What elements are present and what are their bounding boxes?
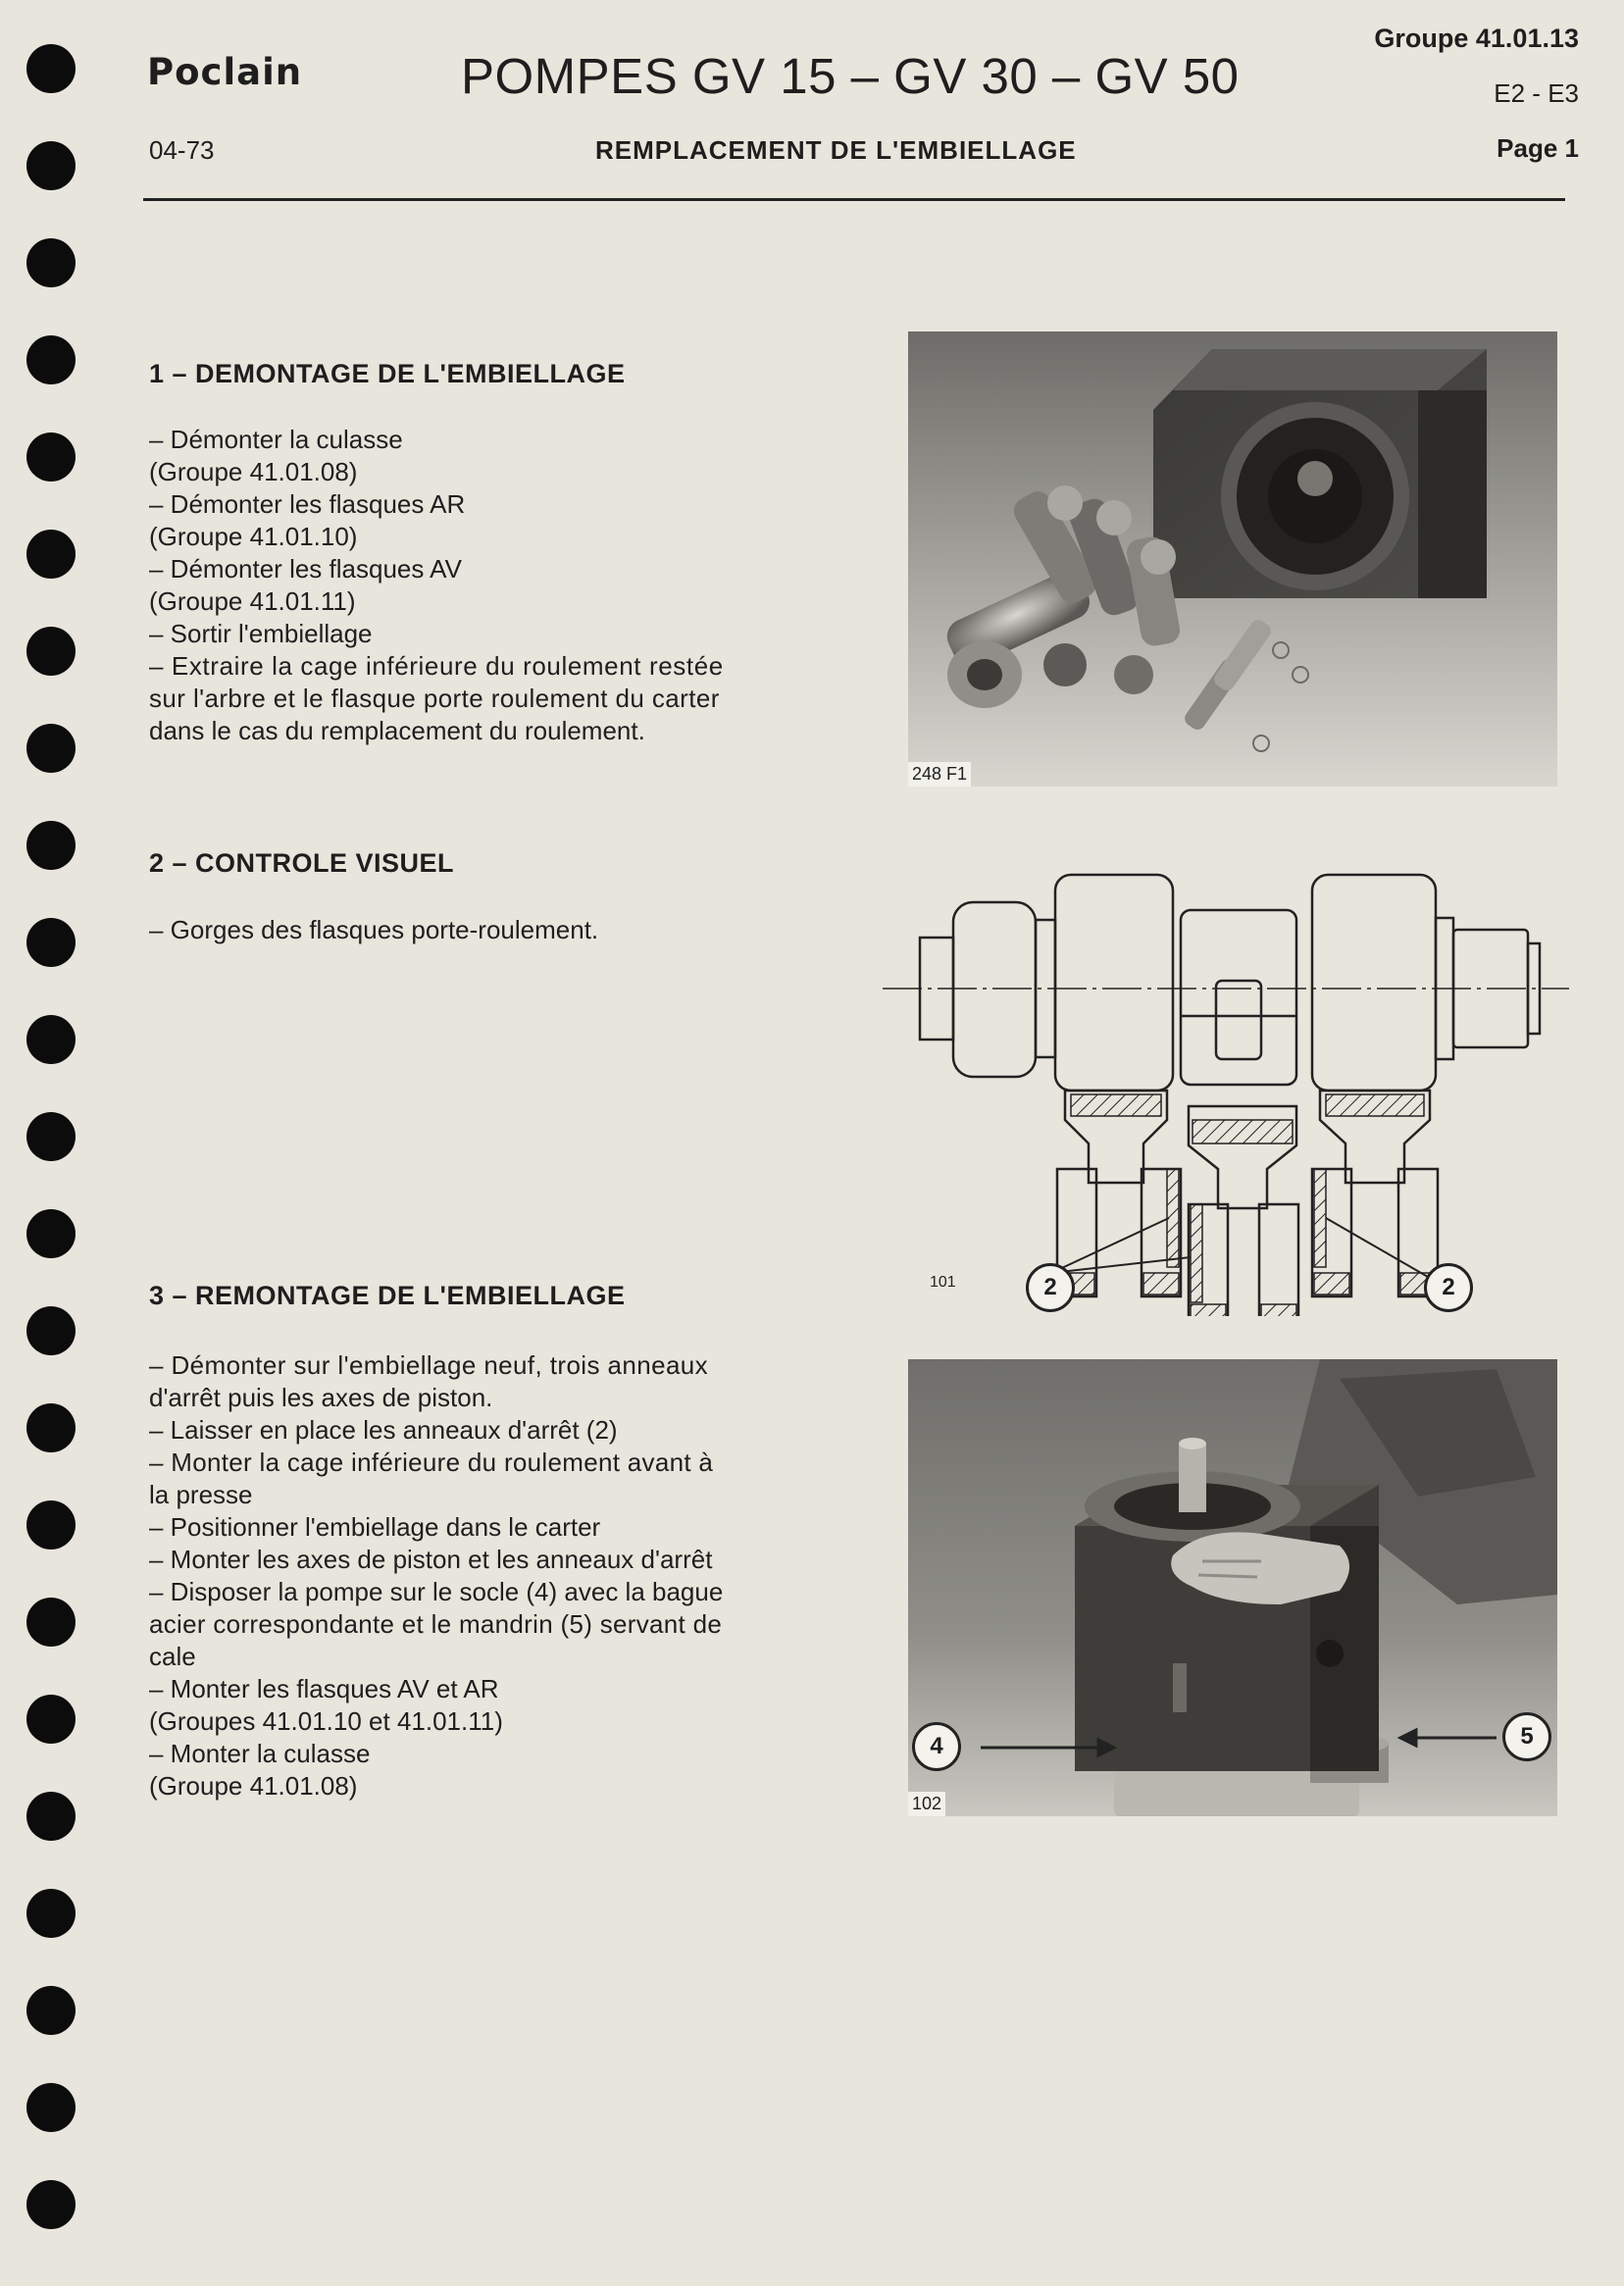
binder-hole	[26, 1306, 76, 1355]
text-line: (Groupe 41.01.08)	[149, 457, 358, 486]
text-line: la presse	[149, 1480, 253, 1509]
text-line: dans le cas du remplacement du roulement.	[149, 716, 645, 745]
binder-hole	[26, 432, 76, 482]
text-line: – Disposer la pompe sur le socle (4) avec la bague	[149, 1577, 724, 1606]
text-line: cale	[149, 1642, 196, 1671]
photo-pump-illustration	[908, 1359, 1557, 1816]
group-number: Groupe 41.01.13	[1374, 24, 1579, 53]
text-line: – Démonter sur l'embiellage neuf, trois anneaux	[149, 1350, 709, 1380]
drawing-label: 101	[930, 1274, 956, 1291]
binder-hole	[26, 530, 76, 579]
binder-hole	[26, 918, 76, 967]
binder-hole	[26, 1112, 76, 1161]
page-subtitle: REMPLACEMENT DE L'EMBIELLAGE	[595, 135, 1077, 165]
photo-crankshaft-illustration	[908, 331, 1557, 787]
text-line: – Gorges des flasques porte-roulement.	[149, 915, 599, 944]
binder-hole	[26, 724, 76, 773]
drawing-illustration	[879, 855, 1577, 1316]
page-number: Page 1	[1497, 133, 1579, 163]
binder-hole	[26, 627, 76, 676]
figure-label: 248 F1	[908, 762, 971, 787]
binder-hole	[26, 1792, 76, 1841]
callout-2-right: 2	[1424, 1263, 1473, 1312]
text-line: (Groupe 41.01.08)	[149, 1771, 358, 1801]
text-line: – Monter la cage inférieure du roulement avant à	[149, 1448, 714, 1477]
binder-hole	[26, 1015, 76, 1064]
binder-hole	[26, 141, 76, 190]
text-line: d'arrêt puis les axes de piston.	[149, 1383, 493, 1412]
section-heading: 1 – DEMONTAGE DE L'EMBIELLAGE	[149, 359, 626, 388]
binder-hole	[26, 1403, 76, 1452]
header-divider	[143, 198, 1565, 201]
binder-hole	[26, 2180, 76, 2229]
binder-hole	[26, 2083, 76, 2132]
brand-logo: Poclain	[147, 51, 303, 93]
text-line: – Monter les flasques AV et AR	[149, 1674, 499, 1703]
binder-hole	[26, 1500, 76, 1549]
text-line: (Groupes 41.01.10 et 41.01.11)	[149, 1706, 503, 1736]
text-line: – Démonter les flasques AV	[149, 554, 462, 584]
text-line: (Groupe 41.01.11)	[149, 586, 356, 616]
text-line: acier correspondante et le mandrin (5) servant de	[149, 1609, 723, 1639]
text-line: – Laisser en place les anneaux d'arrêt (2)	[149, 1415, 618, 1445]
section-heading: 2 – CONTROLE VISUEL	[149, 848, 455, 878]
binder-hole	[26, 1986, 76, 2035]
binder-hole	[26, 1695, 76, 1744]
text-line: – Monter la culasse	[149, 1739, 371, 1768]
text-line: (Groupe 41.01.10)	[149, 522, 358, 551]
page-title: POMPES GV 15 – GV 30 – GV 50	[461, 48, 1240, 104]
text-line: – Sortir l'embiellage	[149, 619, 373, 648]
figure-label: 102	[908, 1792, 945, 1816]
edition-date: 04-73	[149, 135, 215, 165]
section-body	[149, 914, 802, 946]
photo-crankshaft-removed	[908, 331, 1557, 787]
binder-hole	[26, 238, 76, 287]
section-body	[149, 424, 802, 747]
binder-hole	[26, 335, 76, 384]
text-line: – Monter les axes de piston et les anneaux d'arrêt	[149, 1545, 713, 1574]
text-line: – Démonter la culasse	[149, 425, 403, 454]
section-heading: 3 – REMONTAGE DE L'EMBIELLAGE	[149, 1281, 626, 1310]
text-line: – Extraire la cage inférieure du roulement restée	[149, 651, 724, 681]
text-line: – Positionner l'embiellage dans le carter	[149, 1512, 601, 1542]
callout-2-left: 2	[1026, 1263, 1075, 1312]
callout-4: 4	[912, 1722, 961, 1771]
crankshaft-section-drawing	[879, 855, 1577, 1316]
binder-hole	[26, 1889, 76, 1938]
binder-hole	[26, 1209, 76, 1258]
binder-hole	[26, 821, 76, 870]
model-code: E2 - E3	[1494, 78, 1579, 108]
binder-hole	[26, 44, 76, 93]
text-line: – Démonter les flasques AR	[149, 489, 466, 519]
photo-pump-on-base	[908, 1359, 1557, 1816]
section-body	[149, 1349, 802, 1803]
callout-5: 5	[1502, 1712, 1551, 1761]
binder-hole	[26, 1598, 76, 1647]
text-line: sur l'arbre et le flasque porte roulement du carter	[149, 684, 720, 713]
